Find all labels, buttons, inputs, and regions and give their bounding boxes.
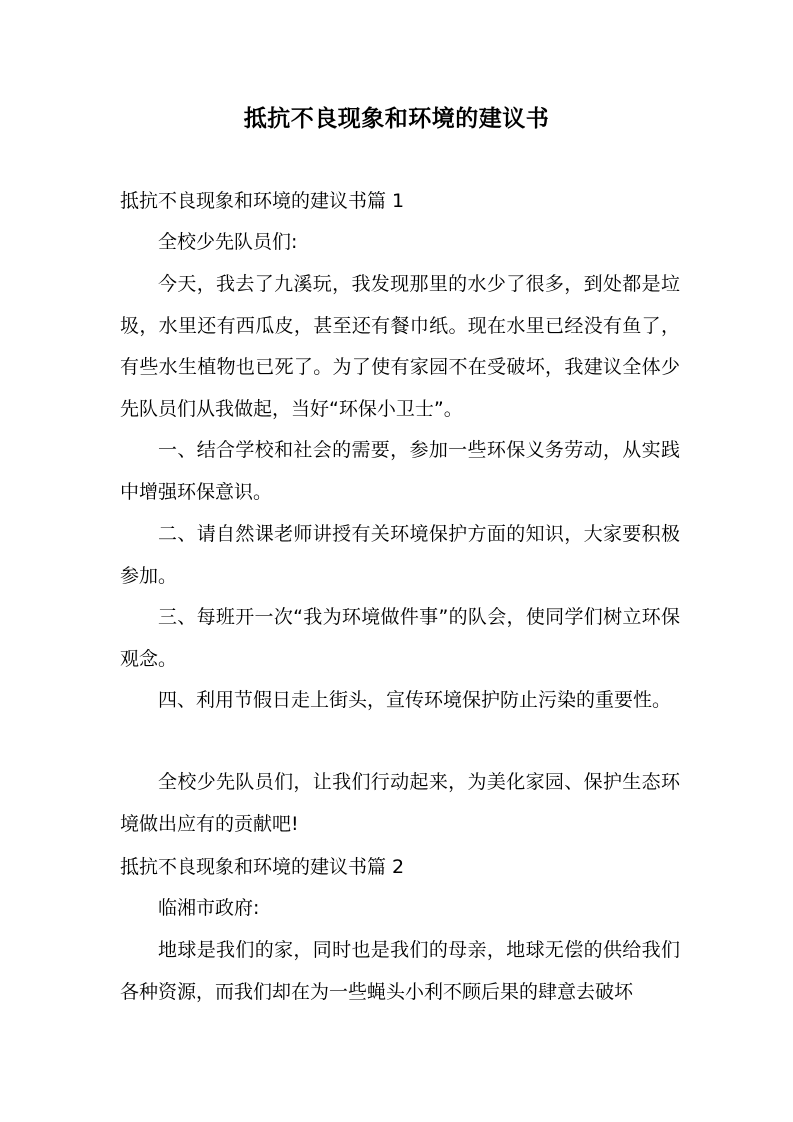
- paragraph-6: 全校少先队员们，让我们行动起来，为美化家园、保护生态环境做出应有的贡献吧!: [120, 771, 680, 835]
- salutation-2: 临湘市政府:: [158, 897, 260, 919]
- paragraph-3: 二、请自然课老师讲授有关环境保护方面的知识，大家要积极参加。: [120, 523, 680, 587]
- section-heading-1: 抵抗不良现象和环境的建议书篇 1: [120, 190, 405, 212]
- paragraph-5: 四、利用节假日走上街头，宣传环境保护防止污染的重要性。: [158, 689, 672, 711]
- paragraph-2: 一、结合学校和社会的需要，参加一些环保义务劳动，从实践中增强环保意识。: [120, 439, 680, 503]
- paragraph-4: 三、每班开一次“我为环境做件事”的队会，使同学们树立环保观念。: [120, 606, 680, 670]
- section-heading-2: 抵抗不良现象和环境的建议书篇 2: [120, 856, 405, 878]
- paragraph-7: 地球是我们的家，同时也是我们的母亲，地球无偿的供给我们各种资源，而我们却在为一些蝇头小利不顾后果的肆意去破坏: [120, 939, 680, 1003]
- document-title: 抵抗不良现象和环境的建议书: [243, 106, 550, 132]
- paragraph-1: 今天，我去了九溪玩，我发现那里的水少了很多，到处都是垃圾，水里还有西瓜皮，甚至还有餐巾纸。现在水里已经没有鱼了，有些水生植物也已死了。为了使有家园不在受破坏，我建议全体少先队员们从我做起，当好“环保小卫士”。: [120, 273, 680, 420]
- salutation-1: 全校少先队员们:: [158, 231, 298, 253]
